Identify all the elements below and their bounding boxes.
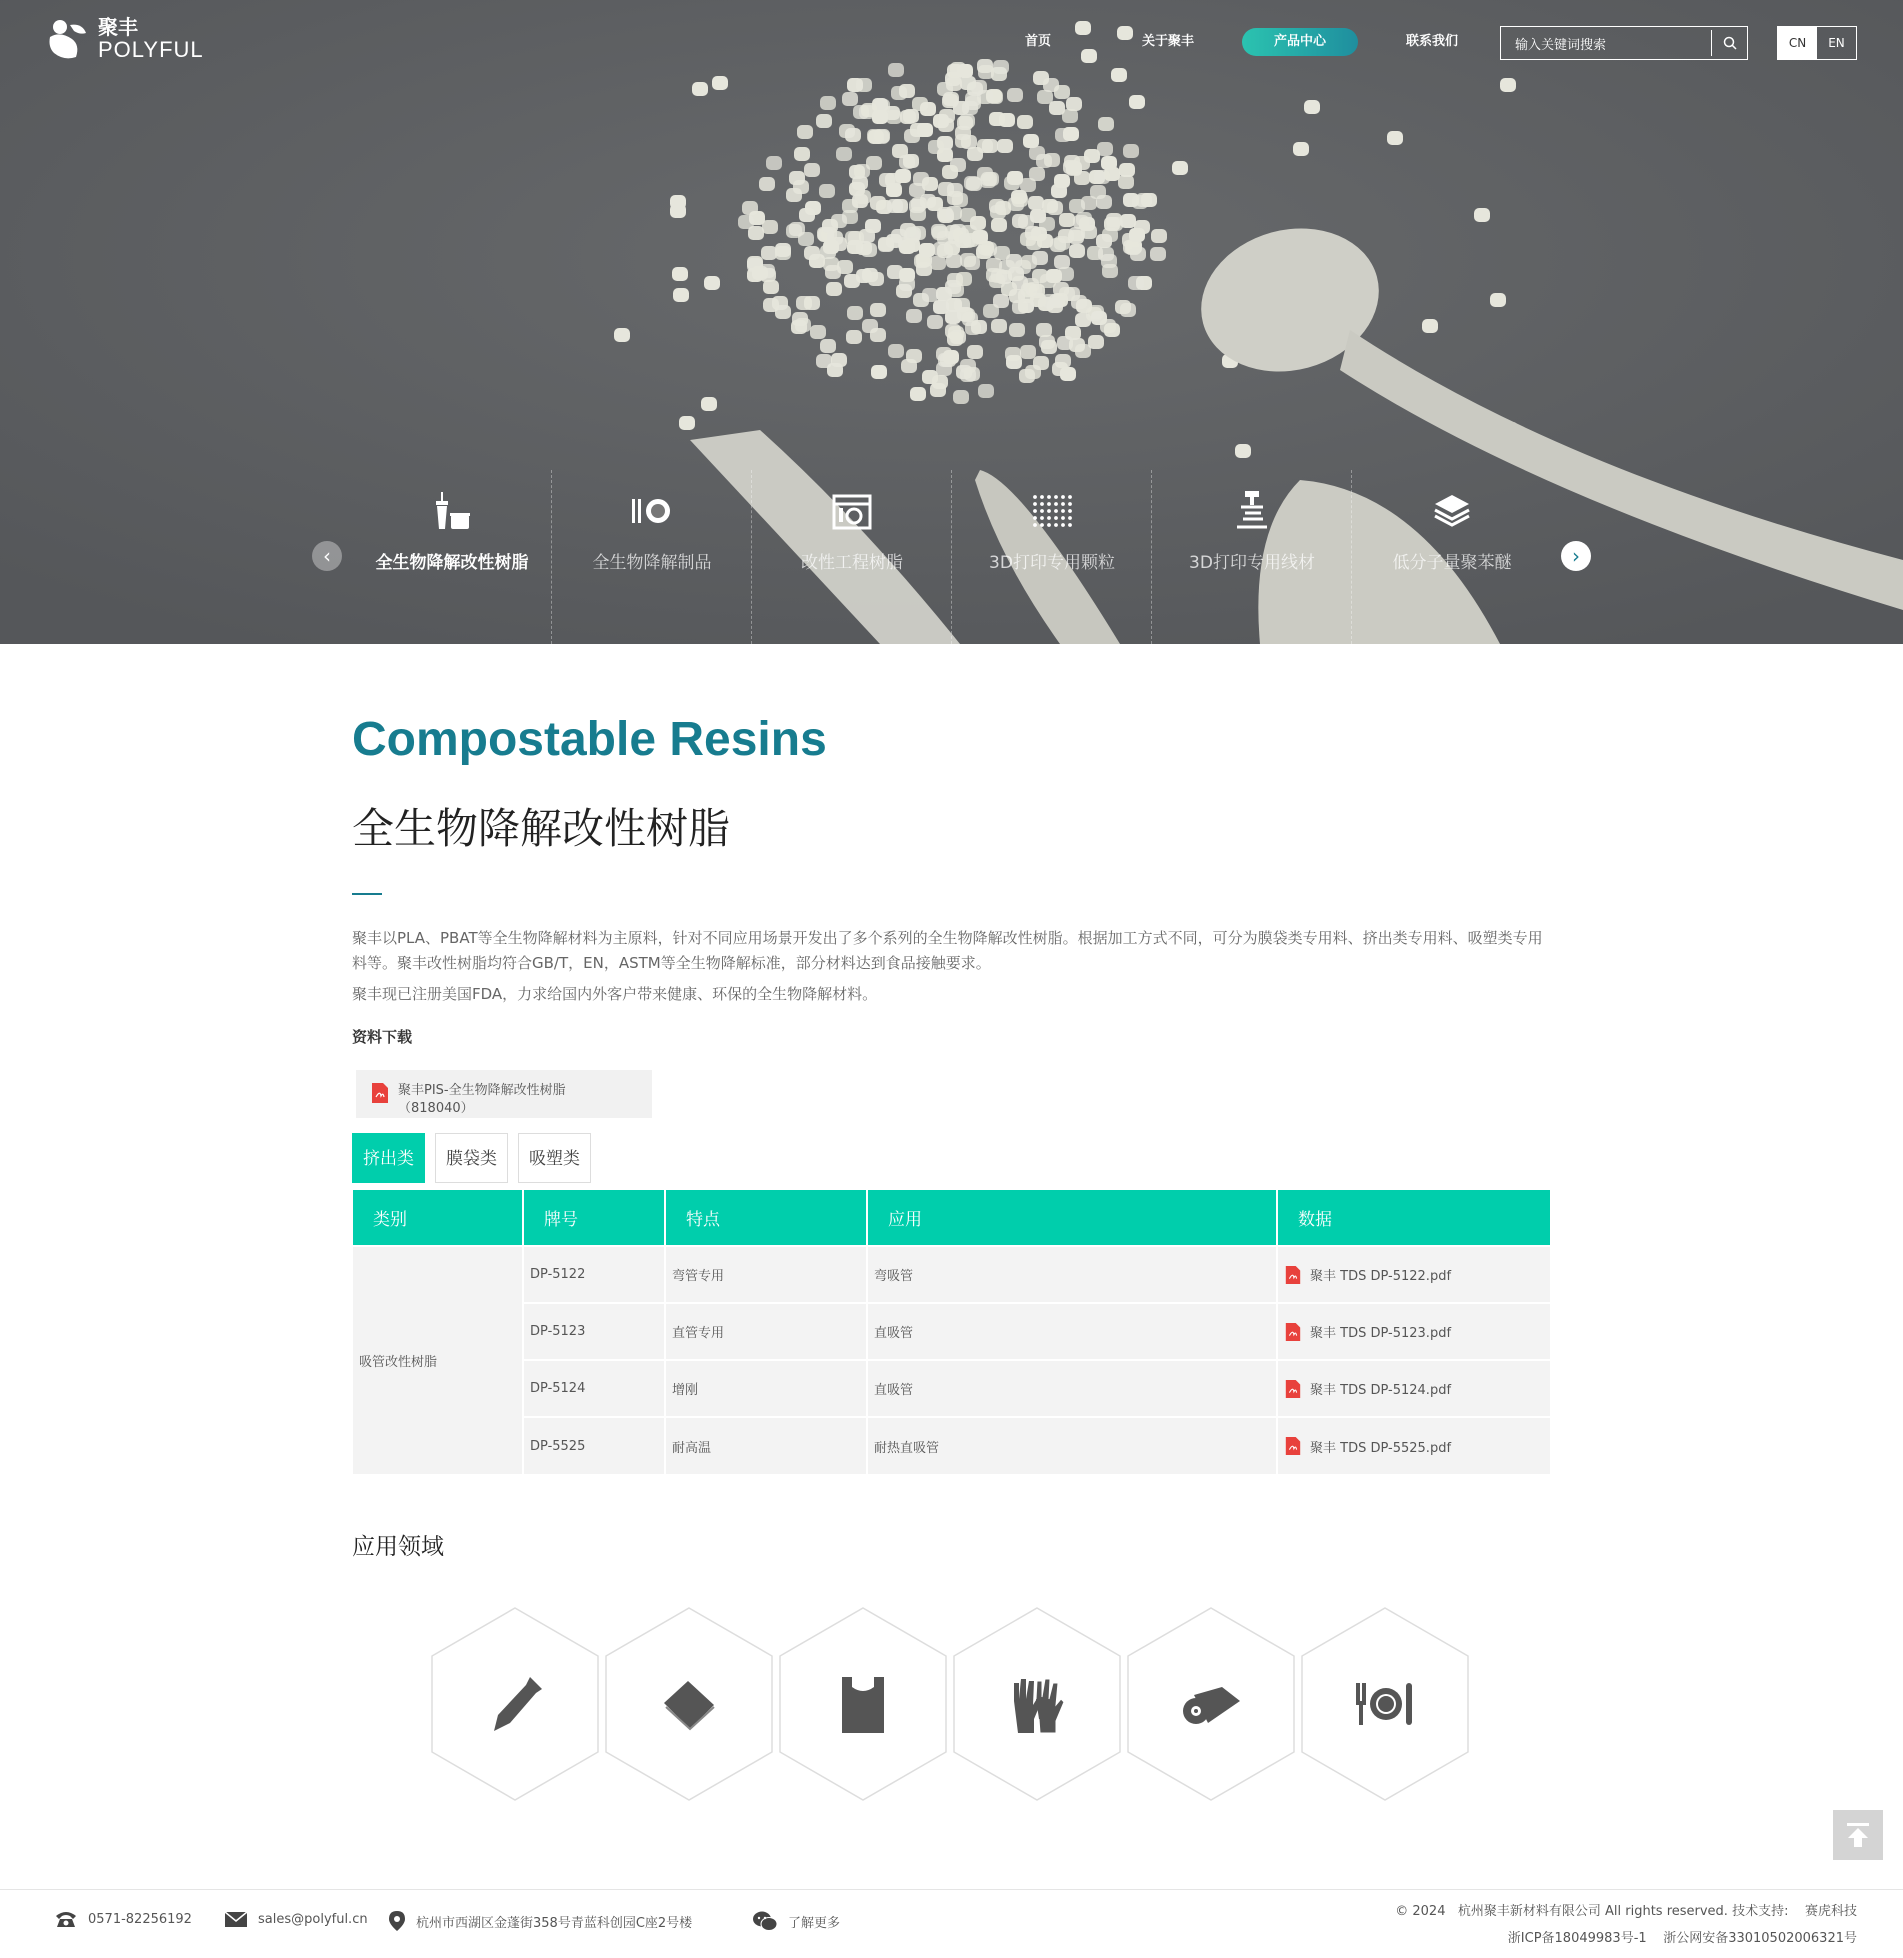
applications-grid	[430, 1606, 1470, 1802]
category-item-ppo[interactable]	[1352, 470, 1552, 644]
tableware-icon	[1352, 1671, 1418, 1737]
category-label: 3D打印专用线材	[1189, 553, 1315, 573]
grade-cell: DP-5122	[523, 1246, 665, 1303]
tds-file-name: 聚丰 TDS DP-5123.pdf	[1310, 1326, 1452, 1341]
table-row	[353, 1360, 1551, 1417]
pdf-icon	[1284, 1436, 1302, 1456]
category-carousel	[352, 470, 1552, 644]
application-item[interactable]	[952, 1606, 1122, 1802]
tds-link[interactable]	[1277, 1360, 1551, 1417]
column-header: 牌号	[523, 1190, 665, 1246]
bag-sheet-icon	[656, 1671, 722, 1737]
search-box	[1500, 26, 1748, 60]
shopping-bag-icon	[830, 1671, 896, 1737]
footer-address-text: 杭州市西湖区金蓬街358号青蓝科创园C座2号楼	[416, 1915, 693, 1931]
tds-link[interactable]	[1277, 1246, 1551, 1303]
category-item-3d-filament[interactable]	[1152, 470, 1352, 644]
category-item-products[interactable]	[552, 470, 752, 644]
lang-en-button[interactable]: EN	[1828, 36, 1845, 50]
tab-extrusion[interactable]: 挤出类	[352, 1133, 425, 1183]
mail-icon	[224, 1910, 248, 1928]
title-divider	[352, 893, 382, 895]
application-cell: 直吸管	[867, 1360, 1277, 1417]
brand-name-cn: 聚丰	[98, 15, 138, 39]
download-file-link[interactable]	[356, 1070, 652, 1118]
footer-legal	[1395, 1898, 1857, 1952]
grade-cell: DP-5123	[523, 1303, 665, 1360]
footer-email-text: sales@polyful.cn	[258, 1911, 368, 1927]
application-item[interactable]	[778, 1606, 948, 1802]
category-cell: 吸管改性树脂	[353, 1246, 523, 1474]
chevron-right-icon: ›	[1572, 544, 1580, 568]
feature-cell: 耐高温	[665, 1417, 867, 1474]
search-input[interactable]: 输入关键词搜索	[1515, 37, 1607, 53]
nav-item-contact[interactable]: 联系我们	[1405, 34, 1458, 49]
applications-title: 应用领域	[352, 1534, 444, 1560]
description-paragraph: 聚丰现已注册美国FDA，力求给国内外客户带来健康、环保的全生物降解材料。	[352, 985, 878, 1003]
footer-phone	[54, 1910, 192, 1928]
page-title-en: Compostable Resins	[352, 713, 827, 766]
3d-printer-icon	[1231, 489, 1273, 533]
tds-link[interactable]	[1277, 1303, 1551, 1360]
brand-name-en: POLYFUL	[98, 37, 204, 62]
table-row	[353, 1303, 1551, 1360]
tds-link[interactable]	[1277, 1417, 1551, 1474]
page-description	[352, 926, 1552, 1007]
layers-icon	[1431, 491, 1473, 531]
footer-address	[388, 1910, 692, 1932]
back-to-top-button[interactable]	[1833, 1810, 1883, 1860]
application-item[interactable]	[604, 1606, 774, 1802]
table-row	[353, 1246, 1551, 1303]
table-header-row	[353, 1190, 1551, 1246]
application-item[interactable]	[1300, 1606, 1470, 1802]
film-roll-icon	[1178, 1671, 1244, 1737]
phone-icon	[54, 1910, 78, 1928]
description-paragraph: 聚丰以PLA、PBAT等全生物降解材料为主原料，针对不同应用场景开发出了多个系列的全生物降解改性树脂。根据加工方式不同，可分为膜袋类专用料、挤出类专用料、吸塑类专用料等。聚丰改性树脂均符合GB/T，EN，ASTM等全生物降解标准，部分材料达到食品接触要求。	[352, 929, 1543, 972]
nav-item-home[interactable]: 首页	[1024, 34, 1051, 49]
category-label: 3D打印专用颗粒	[989, 553, 1115, 573]
footer-phone-text: 0571-82256192	[88, 1911, 192, 1927]
application-cell: 弯吸管	[867, 1246, 1277, 1303]
footer-wechat[interactable]	[752, 1910, 840, 1932]
column-header: 类别	[353, 1190, 523, 1246]
location-pin-icon	[388, 1910, 406, 1932]
dot-grid-icon	[1031, 493, 1073, 529]
category-label: 全生物降解改性树脂	[375, 553, 529, 573]
pdf-icon	[370, 1082, 390, 1104]
copyright-text: © 2024 杭州聚丰新材料有限公司 All rights reserved. 技术支持: 赛虎科技	[1395, 1904, 1857, 1919]
category-item-engineering[interactable]	[752, 470, 952, 644]
footer-email[interactable]	[224, 1910, 368, 1928]
category-next-button[interactable]	[1561, 541, 1591, 571]
pdf-icon	[1284, 1265, 1302, 1285]
application-item[interactable]	[1126, 1606, 1296, 1802]
appliance-icon	[831, 490, 873, 532]
tab-film-bag[interactable]: 膜袋类	[435, 1133, 508, 1183]
feature-cell: 弯管专用	[665, 1246, 867, 1303]
column-header: 应用	[867, 1190, 1277, 1246]
tds-file-name: 聚丰 TDS DP-5122.pdf	[1310, 1269, 1452, 1284]
category-label: 全生物降解制品	[592, 553, 712, 573]
wechat-icon	[752, 1910, 778, 1932]
table-row	[353, 1417, 1551, 1474]
cup-container-icon	[430, 489, 474, 533]
tab-thermoforming[interactable]: 吸塑类	[518, 1133, 591, 1183]
page-title-cn: 全生物降解改性树脂	[352, 804, 731, 853]
nav-item-about[interactable]: 关于聚丰	[1141, 34, 1194, 49]
chevron-left-icon: ‹	[323, 544, 331, 568]
tds-file-name: 聚丰 TDS DP-5525.pdf	[1310, 1440, 1452, 1456]
tds-file-name: 聚丰 TDS DP-5124.pdf	[1310, 1383, 1452, 1398]
product-table	[353, 1190, 1552, 1474]
search-button[interactable]	[1711, 30, 1747, 56]
application-item[interactable]	[430, 1606, 600, 1802]
category-item-3d-particles[interactable]	[952, 470, 1152, 644]
nav-item-products[interactable]: 产品中心	[1242, 28, 1358, 56]
lang-cn-button[interactable]: CN	[1778, 27, 1817, 59]
arrow-up-icon	[1845, 1821, 1871, 1849]
footer	[0, 1889, 1903, 1958]
gloves-icon	[1004, 1671, 1070, 1737]
application-cell: 直吸管	[867, 1303, 1277, 1360]
pdf-icon	[1284, 1379, 1302, 1399]
grade-cell: DP-5525	[523, 1417, 665, 1474]
column-header: 数据	[1277, 1190, 1551, 1246]
icp-text: 浙ICP备18049983号-1 浙公网安备33010502006321号	[1507, 1931, 1857, 1946]
hero-banner	[0, 0, 1903, 644]
column-header: 特点	[665, 1190, 867, 1246]
pdf-icon	[1284, 1322, 1302, 1342]
tableware-icon	[628, 491, 676, 531]
application-cell: 耐热直吸管	[867, 1417, 1277, 1474]
language-switch	[1777, 26, 1857, 60]
footer-wechat-text: 了解更多	[788, 1915, 841, 1931]
grade-cell: DP-5124	[523, 1360, 665, 1417]
feature-cell: 增刚	[665, 1360, 867, 1417]
download-section-title: 资料下载	[352, 1028, 413, 1046]
category-prev-button[interactable]	[312, 541, 342, 571]
category-label: 低分子量聚苯醚	[1392, 553, 1512, 573]
search-icon	[1723, 36, 1737, 50]
feature-cell: 直管专用	[665, 1303, 867, 1360]
product-tabs	[352, 1133, 591, 1183]
straw-icon	[482, 1671, 548, 1737]
category-item-resins[interactable]	[352, 470, 552, 644]
category-label: 改性工程树脂	[801, 553, 903, 573]
download-file-name: 聚丰PIS-全生物降解改性树脂（818040）	[398, 1083, 566, 1116]
